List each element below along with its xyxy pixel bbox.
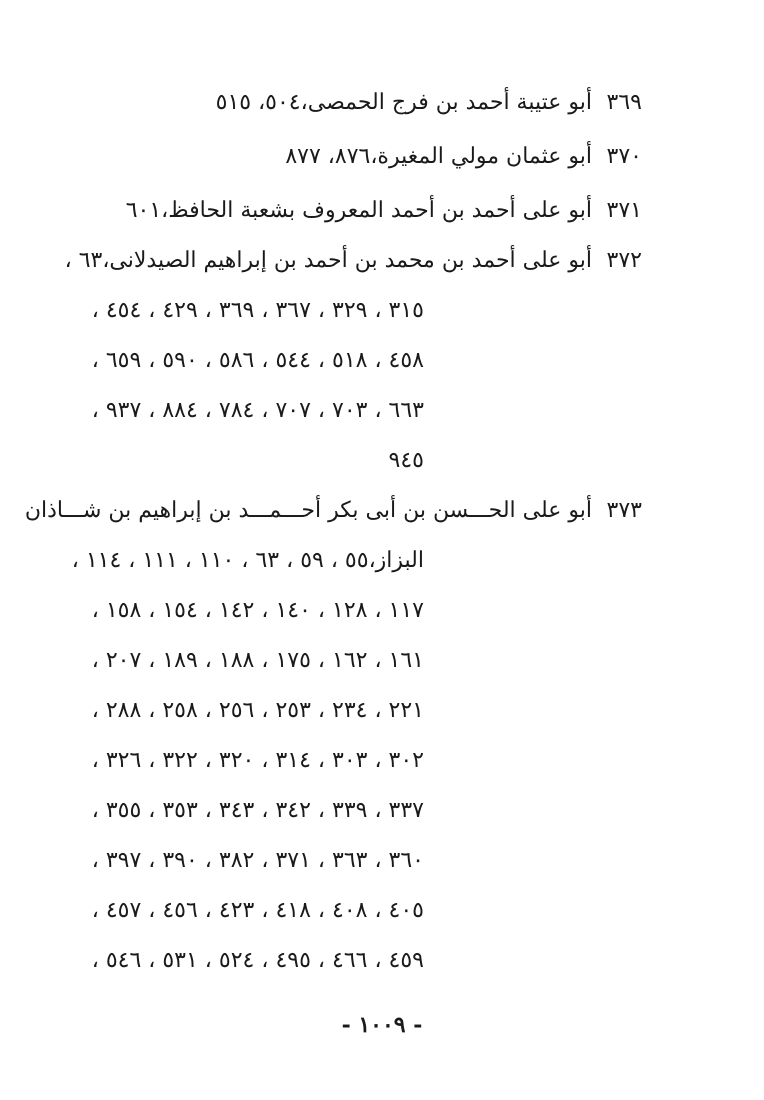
- entry-number: ٣٧١: [606, 198, 642, 223]
- entry-text: أبو عثمان مولي المغيرة،٨٧٦، ٨٧٧: [285, 144, 592, 169]
- page-references-line: ٣٦٠ ، ٣٦٣ ، ٣٧١ ، ٣٨٢ ، ٣٩٠ ، ٣٩٧ ،: [91, 848, 424, 873]
- entry-text: أبو عتيبة أحمد بن فرج الحمصى،٥٠٤، ٥١٥: [215, 90, 592, 115]
- page-references-line: ٩٤٥: [388, 448, 424, 473]
- entry-number: ٣٧٣: [606, 498, 642, 523]
- page-references-line: ١٦١ ، ١٦٢ ، ١٧٥ ، ١٨٨ ، ١٨٩ ، ٢٠٧ ،: [91, 648, 424, 673]
- entry-number: ٣٦٩: [606, 90, 642, 115]
- page-number: - ١٠٠٩ -: [341, 1012, 423, 1038]
- page-references-line: ١١٧ ، ١٢٨ ، ١٤٠ ، ١٤٢ ، ١٥٤ ، ١٥٨ ،: [91, 598, 424, 623]
- entry-text: أبو على أحمد بن أحمد المعروف بشعبة الحافظ،٦٠١: [125, 198, 592, 223]
- page-references-line: ٤٥٨ ، ٥١٨ ، ٥٤٤ ، ٥٨٦ ، ٥٩٠ ، ٦٥٩ ،: [91, 348, 424, 373]
- page-references-line: ٢٢١ ، ٢٣٤ ، ٢٥٣ ، ٢٥٦ ، ٢٥٨ ، ٢٨٨ ،: [91, 698, 424, 723]
- page-references-line: ٣١٥ ، ٣٢٩ ، ٣٦٧ ، ٣٦٩ ، ٤٢٩ ، ٤٥٤ ،: [91, 298, 424, 323]
- entry-text: أبو على أحمد بن محمد بن أحمد بن إبراهيم الصيدلانى،٦٣ ،: [64, 248, 592, 273]
- entry-number: ٣٧٠: [606, 144, 642, 169]
- page-references-line: ٤٠٥ ، ٤٠٨ ، ٤١٨ ، ٤٢٣ ، ٤٥٦ ، ٤٥٧ ،: [91, 898, 424, 923]
- page-references-line: البزاز،٥٥ ، ٥٩ ، ٦٣ ، ١١٠ ، ١١١ ، ١١٤ ،: [71, 548, 424, 573]
- entry-number: ٣٧٢: [606, 248, 642, 273]
- page-references-line: ٣٠٢ ، ٣٠٣ ، ٣١٤ ، ٣٢٠ ، ٣٢٢ ، ٣٢٦ ،: [91, 748, 424, 773]
- page-references-line: ٤٥٩ ، ٤٦٦ ، ٤٩٥ ، ٥٢٤ ، ٥٣١ ، ٥٤٦ ،: [91, 948, 424, 973]
- page-references-line: ٣٣٧ ، ٣٣٩ ، ٣٤٢ ، ٣٤٣ ، ٣٥٣ ، ٣٥٥ ،: [91, 798, 424, 823]
- entry-text: أبو على الحـــسن بن أبى بكر أحـــمـــد بن إبراهيم بن شـــاذان: [24, 498, 592, 523]
- page-references-line: ٦٦٣ ، ٧٠٣ ، ٧٠٧ ، ٧٨٤ ، ٨٨٤ ، ٩٣٧ ،: [91, 398, 424, 423]
